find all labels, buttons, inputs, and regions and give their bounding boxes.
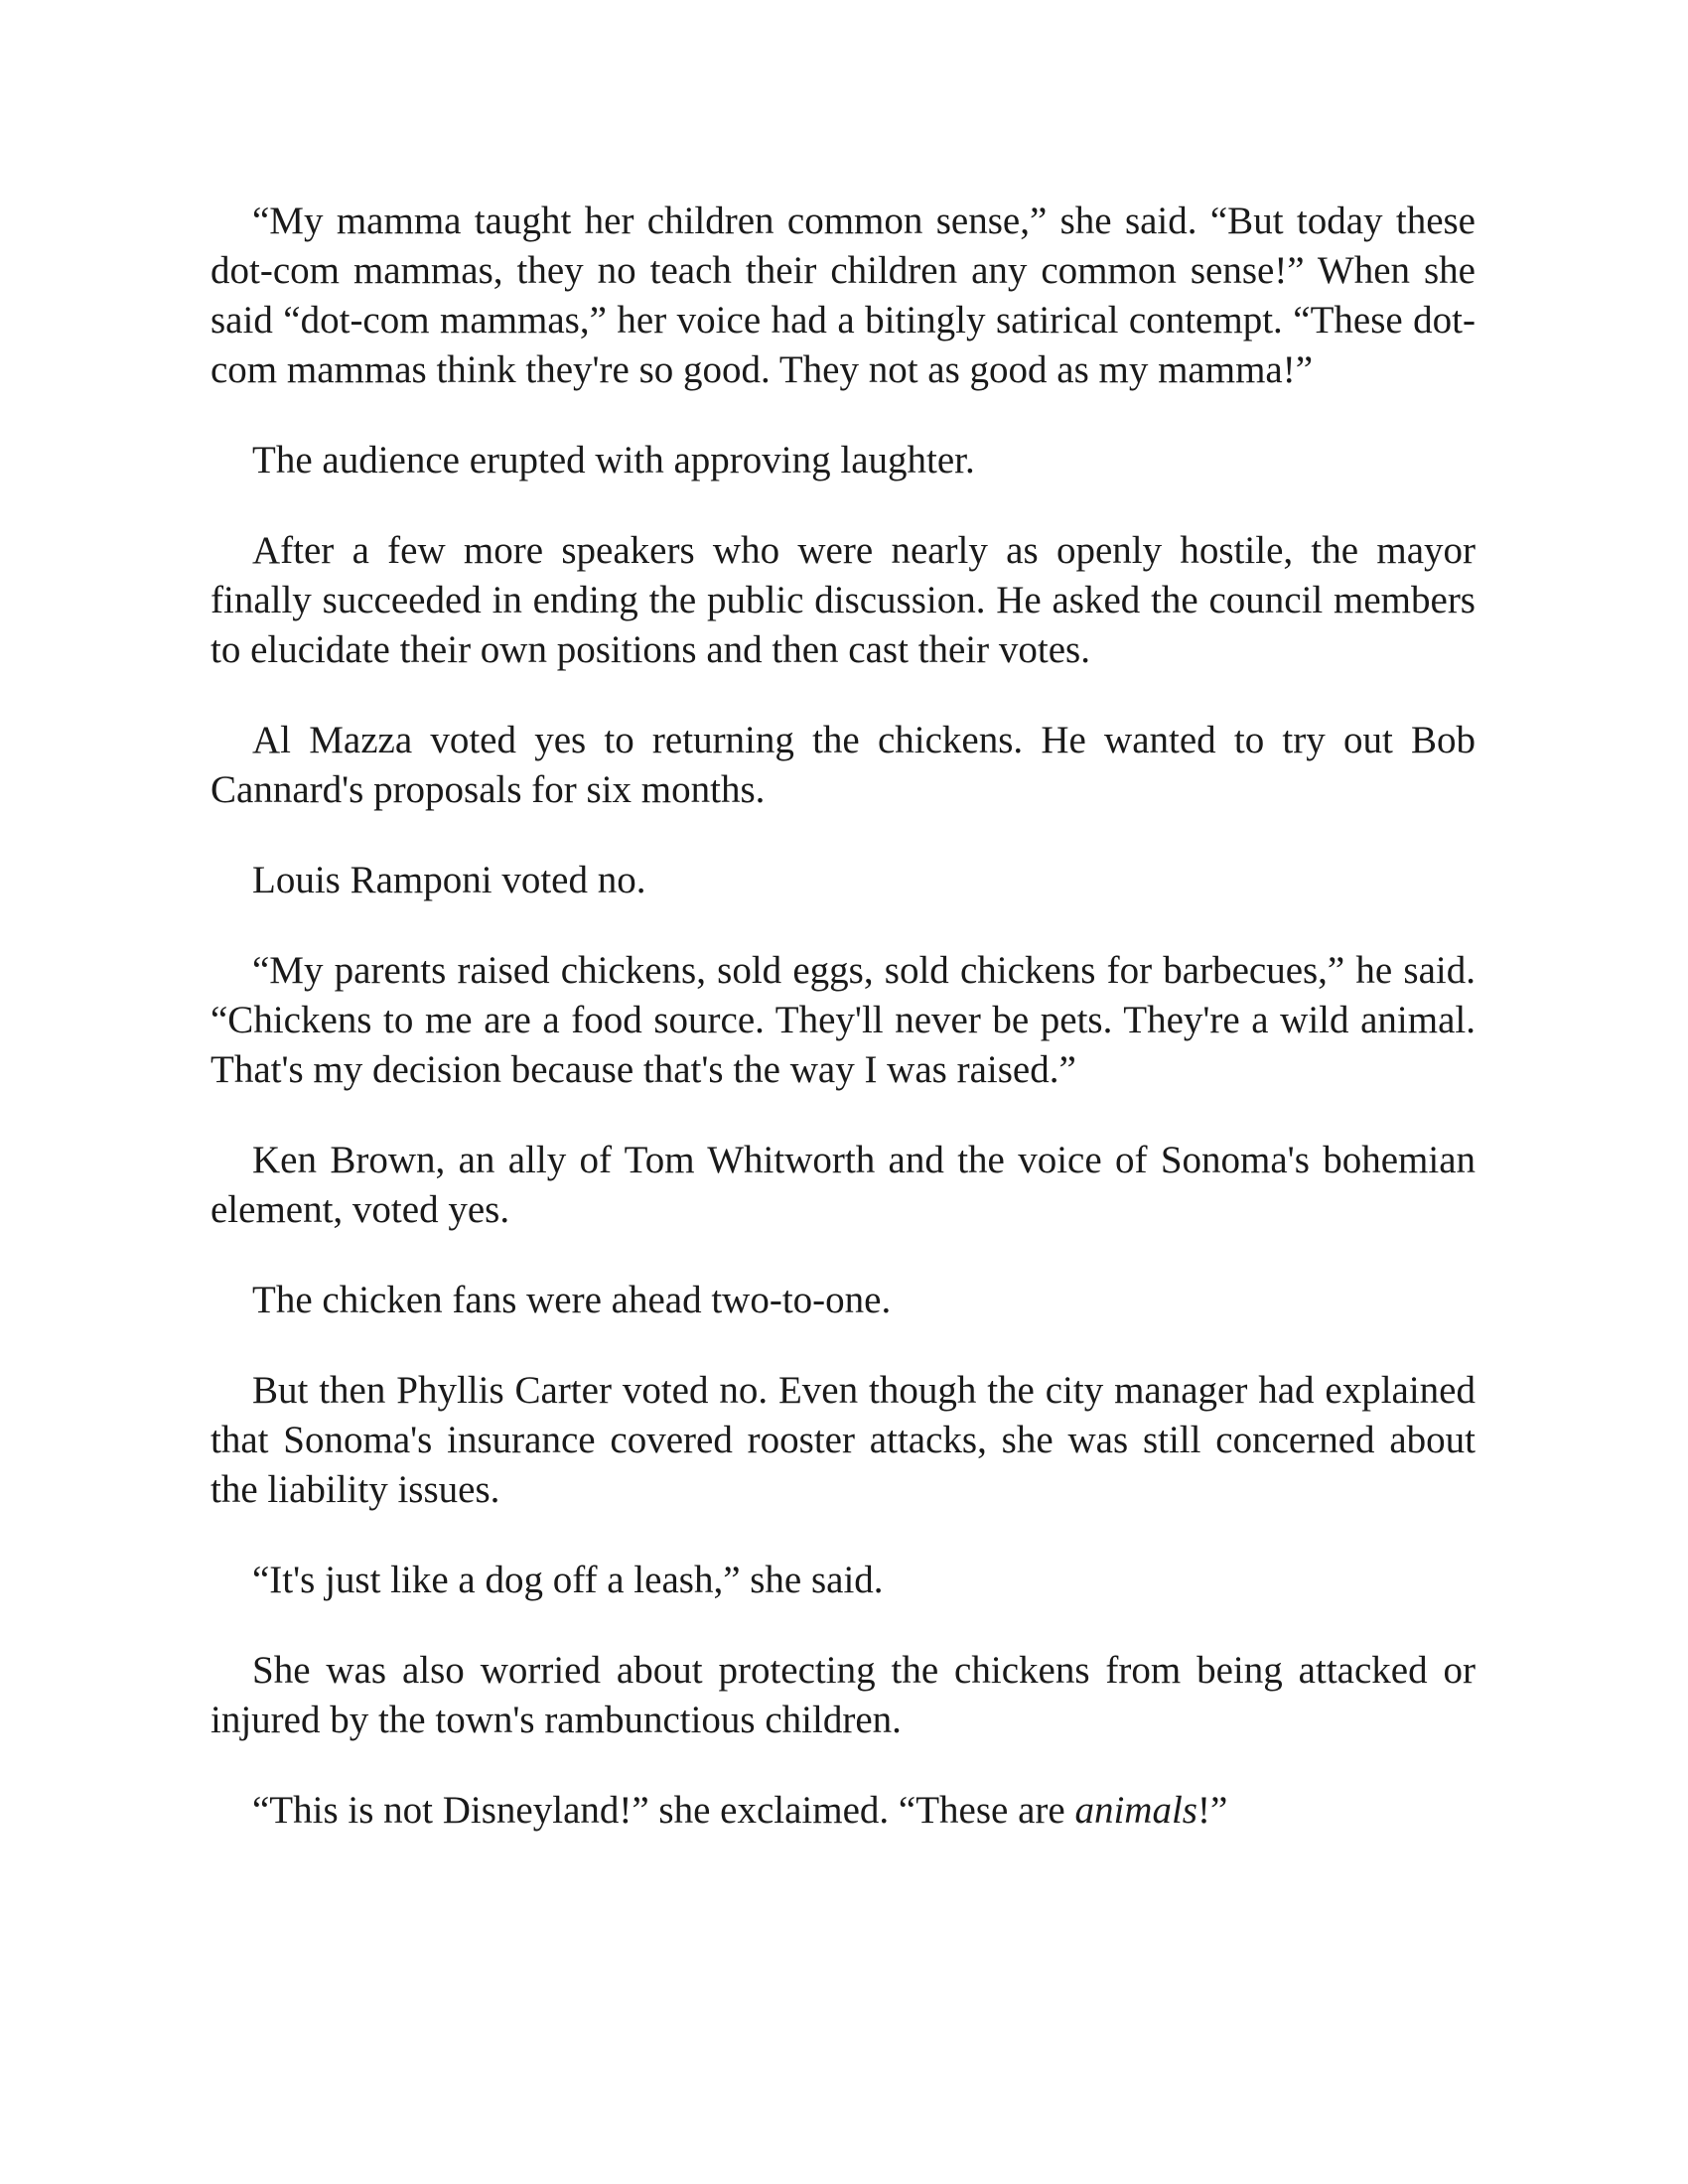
paragraph-4: Al Mazza voted yes to returning the chickens. He wanted to try out Bob Cannard's proposals for six months. <box>211 719 1476 811</box>
paragraph-12-after: !” <box>1196 1789 1228 1832</box>
document-page <box>211 197 1476 1876</box>
paragraph-2: The audience erupted with approving laughter. <box>252 439 975 481</box>
paragraph-8: The chicken fans were ahead two-to-one. <box>252 1279 892 1321</box>
paragraph-11: She was also worried about protecting the chickens from being attacked or injured by the town's rambunctious children. <box>211 1649 1476 1741</box>
paragraph-10: “It's just like a dog off a leash,” she said. <box>252 1559 884 1601</box>
paragraph-6: “My parents raised chickens, sold eggs, sold chickens for barbecues,” he said. “Chickens to me are a food source. They'll never be pets. They're a wild animal. That's my decision because that's the way I was raised.” <box>211 949 1476 1091</box>
paragraph-5: Louis Ramponi voted no. <box>252 859 646 901</box>
emphasis-animals: animals <box>1074 1789 1197 1832</box>
paragraph-1: “My mamma taught her children common sense,” she said. “But today these dot-com mammas, they no teach their children any common sense!” When she said “dot-com mammas,” her voice had a bitingly satirical contempt. “These dot-com mammas think they're so good. They not as good as my mamma!” <box>211 200 1476 391</box>
paragraph-3: After a few more speakers who were nearly as openly hostile, the mayor finally succeeded in ending the public discussion. He asked the council members to elucidate their own positions and then cast their votes. <box>211 529 1476 671</box>
paragraph-12-before: “This is not Disneyland!” she exclaimed. “These are <box>252 1789 1075 1832</box>
paragraph-12 <box>211 1786 1476 1836</box>
paragraph-7: Ken Brown, an ally of Tom Whitworth and the voice of Sonoma's bohemian element, voted yes. <box>211 1139 1476 1231</box>
paragraph-9: But then Phyllis Carter voted no. Even though the city manager had explained that Sonoma's insurance covered rooster attacks, she was still concerned about the liability issues. <box>211 1369 1476 1511</box>
